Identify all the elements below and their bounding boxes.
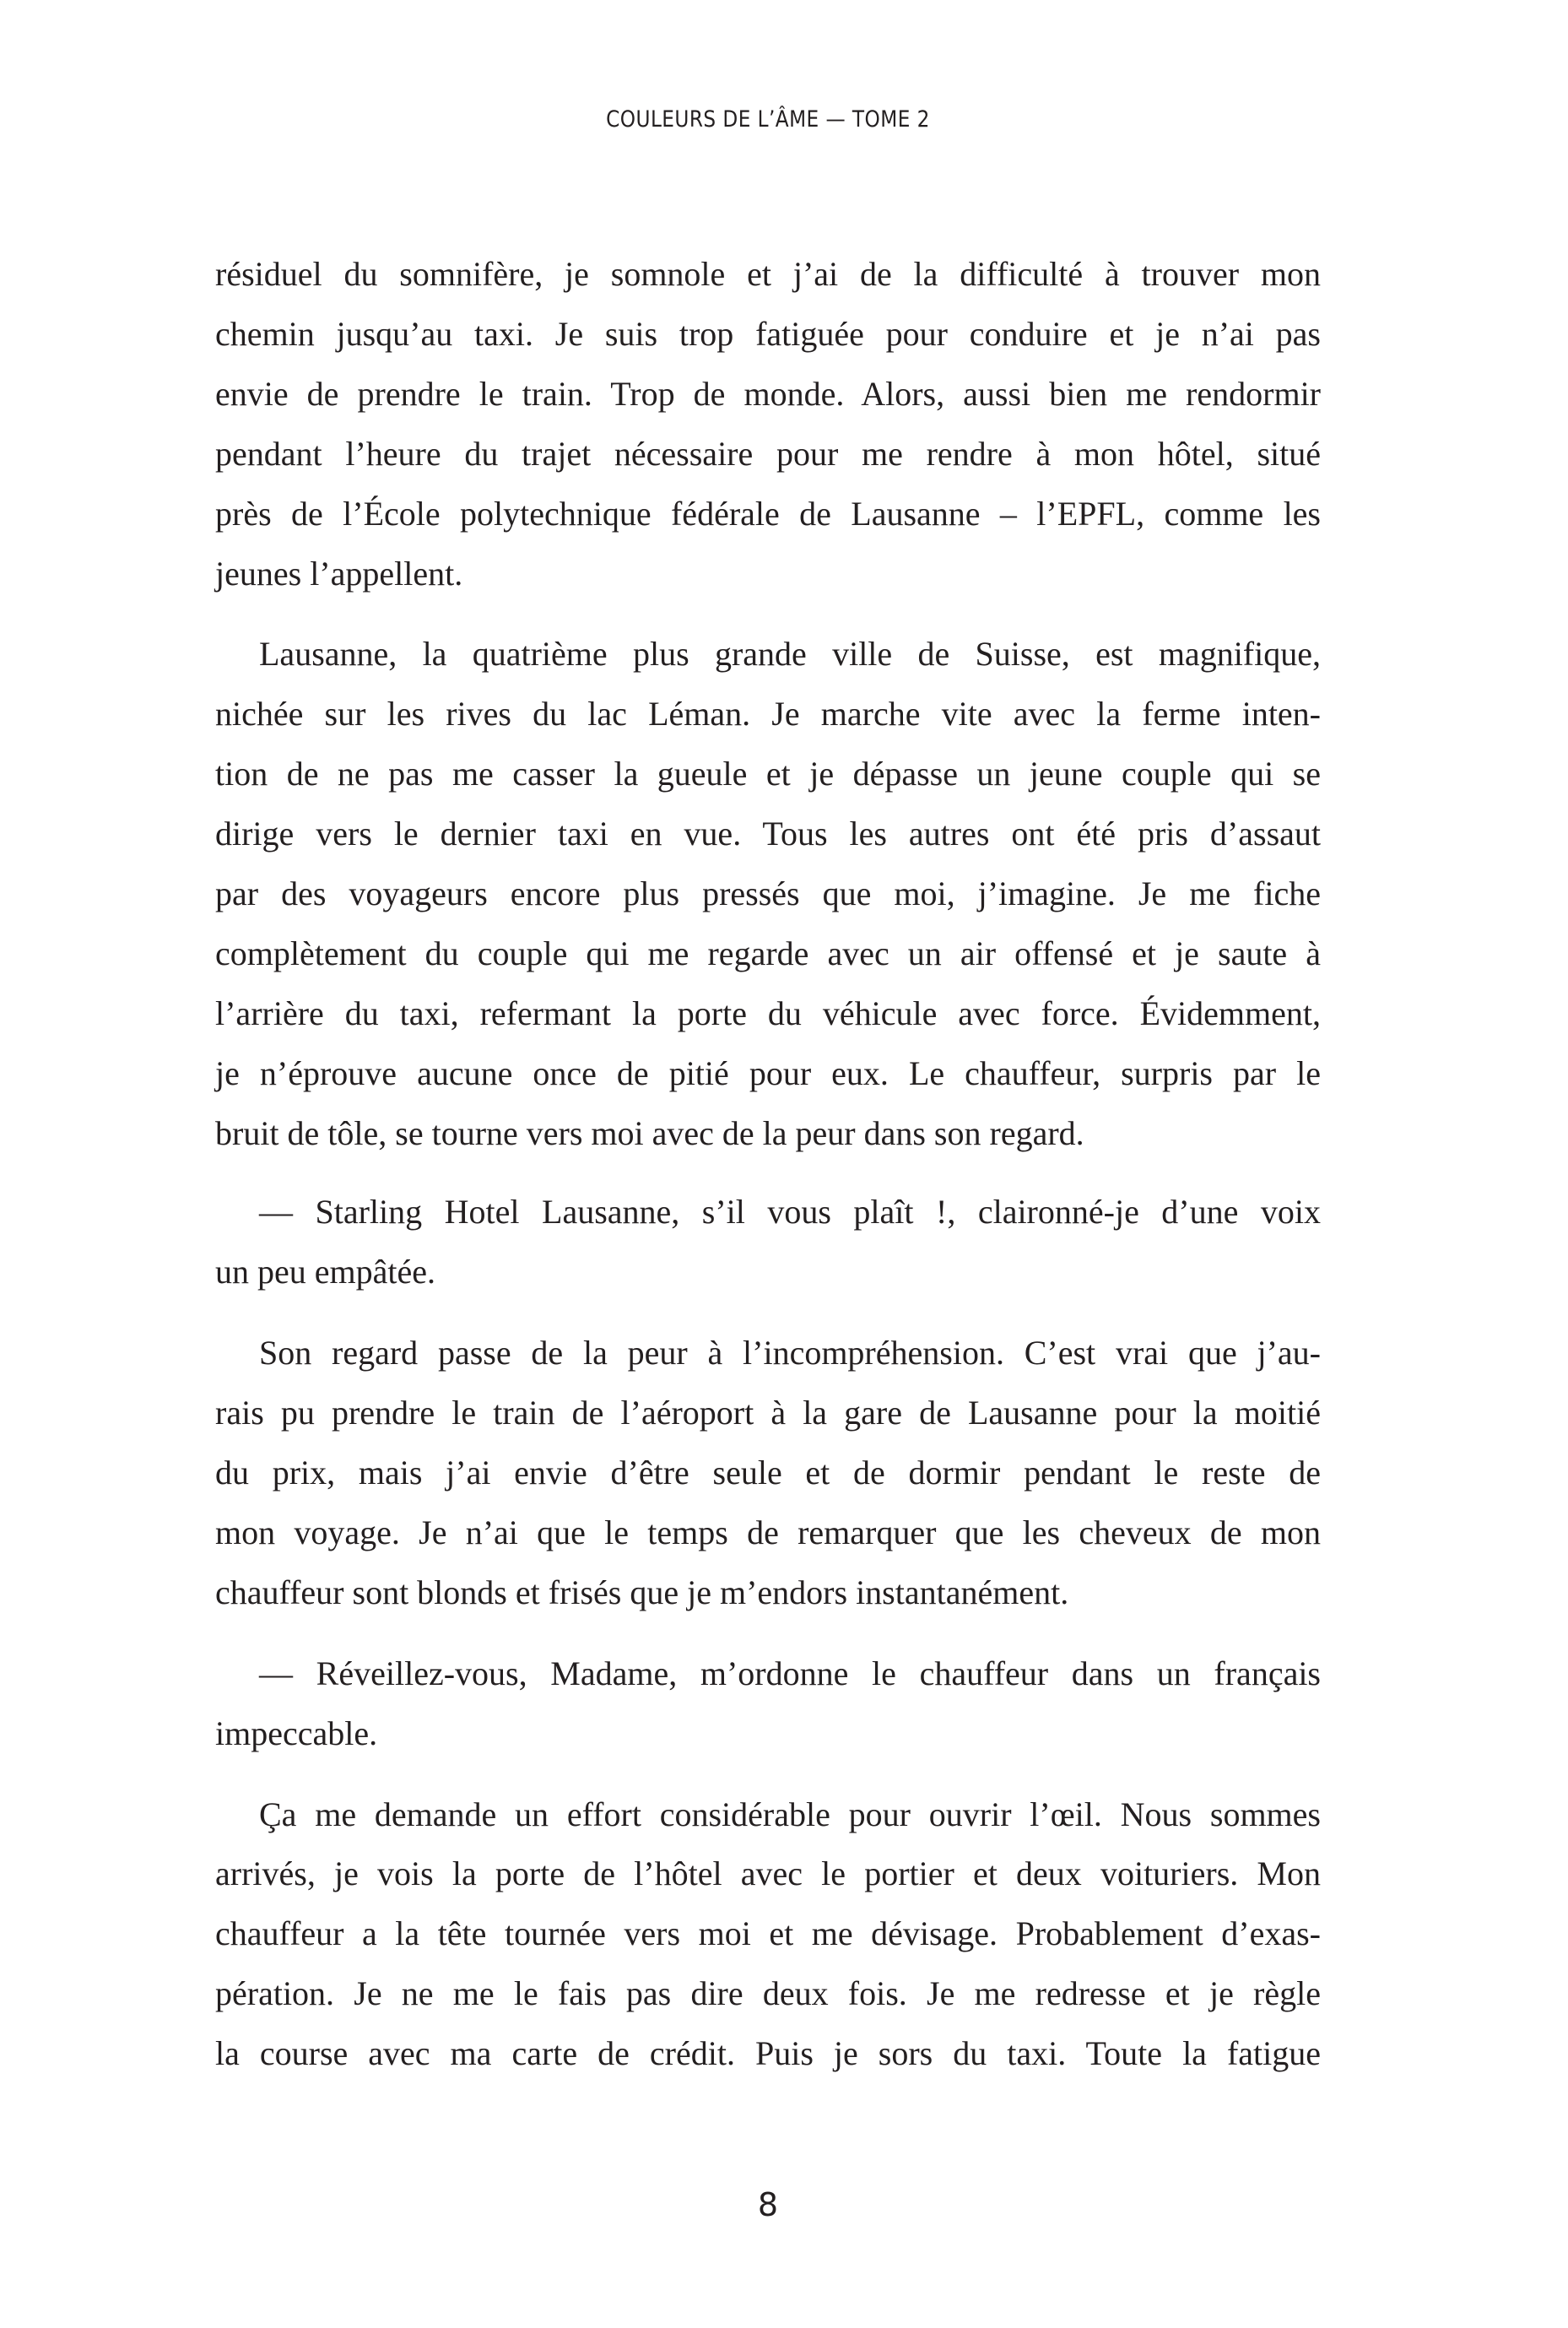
text-line: Lausanne, la quatrième plus grande ville de Suisse, est magnifique,	[259, 635, 1321, 673]
text-line: bruit de tôle, se tourne vers moi avec de la peur dans son regard.	[215, 1114, 1084, 1152]
text-line: l’arrière du taxi, refermant la porte du véhicule avec force. Évidemment,	[215, 994, 1321, 1032]
text-line: complètement du couple qui me regarde avec un air offensé et je saute à	[215, 934, 1321, 972]
running-head: COULEURS DE L’ÂME — TOME 2	[606, 106, 930, 133]
text-line: tion de ne pas me casser la gueule et je dépasse un jeune couple qui se	[215, 755, 1321, 793]
page-number: 8	[757, 2186, 779, 2223]
text-line: nichée sur les rives du lac Léman. Je marche vite avec la ferme inten-	[215, 695, 1321, 733]
text-line: envie de prendre le train. Trop de monde. Alors, aussi bien me rendormir	[215, 375, 1321, 413]
text-line: je n’éprouve aucune once de pitié pour eux. Le chauffeur, surpris par le	[215, 1054, 1321, 1092]
text-line: un peu empâtée.	[215, 1253, 435, 1291]
text-line: impeccable.	[215, 1714, 378, 1752]
text-line: résiduel du somnifère, je somnole et j’ai de la difficulté à trouver mon	[215, 255, 1321, 293]
text-line: arrivés, je vois la porte de l’hôtel avec le portier et deux voituriers. Mon	[215, 1854, 1321, 1892]
text-line: jeunes l’appellent.	[215, 555, 463, 593]
text-line: chauffeur sont blonds et frisés que je m’endors instantanément.	[215, 1573, 1069, 1611]
text-line: près de l’École polytechnique fédérale de Lausanne – l’EPFL, comme les	[215, 495, 1321, 533]
text-line: dirige vers le dernier taxi en vue. Tous les autres ont été pris d’assaut	[215, 815, 1321, 853]
text-line: par des voyageurs encore plus pressés que moi, j’imagine. Je me fiche	[215, 874, 1321, 912]
text-line: rais pu prendre le train de l’aéroport à la gare de Lausanne pour la moitié	[215, 1394, 1321, 1432]
text-line: chemin jusqu’au taxi. Je suis trop fatiguée pour conduire et je n’ai pas	[215, 315, 1321, 353]
text-line: la course avec ma carte de crédit. Puis je sors du taxi. Toute la fatigue	[215, 2034, 1321, 2072]
text-line: mon voyage. Je n’ai que le temps de remarquer que les cheveux de mon	[215, 1513, 1321, 1551]
text-line: pération. Je ne me le fais pas dire deux fois. Je me redresse et je règle	[215, 1974, 1321, 2012]
text-line: Son regard passe de la peur à l’incompréhension. C’est vrai que j’au-	[259, 1334, 1321, 1372]
text-line: chauffeur a la tête tournée vers moi et me dévisage. Probablement d’exas-	[215, 1914, 1321, 1952]
text-line: — Starling Hotel Lausanne, s’il vous plaît !, claironné-je d’une voix	[259, 1193, 1321, 1231]
text-line: — Réveillez-vous, Madame, m’ordonne le chauffeur dans un français	[259, 1654, 1321, 1692]
text-line: Ça me demande un effort considérable pour ouvrir l’œil. Nous sommes	[259, 1795, 1321, 1833]
text-line: du prix, mais j’ai envie d’être seule et de dormir pendant le reste de	[215, 1454, 1321, 1492]
text-line: pendant l’heure du trajet nécessaire pour me rendre à mon hôtel, situé	[215, 435, 1321, 473]
